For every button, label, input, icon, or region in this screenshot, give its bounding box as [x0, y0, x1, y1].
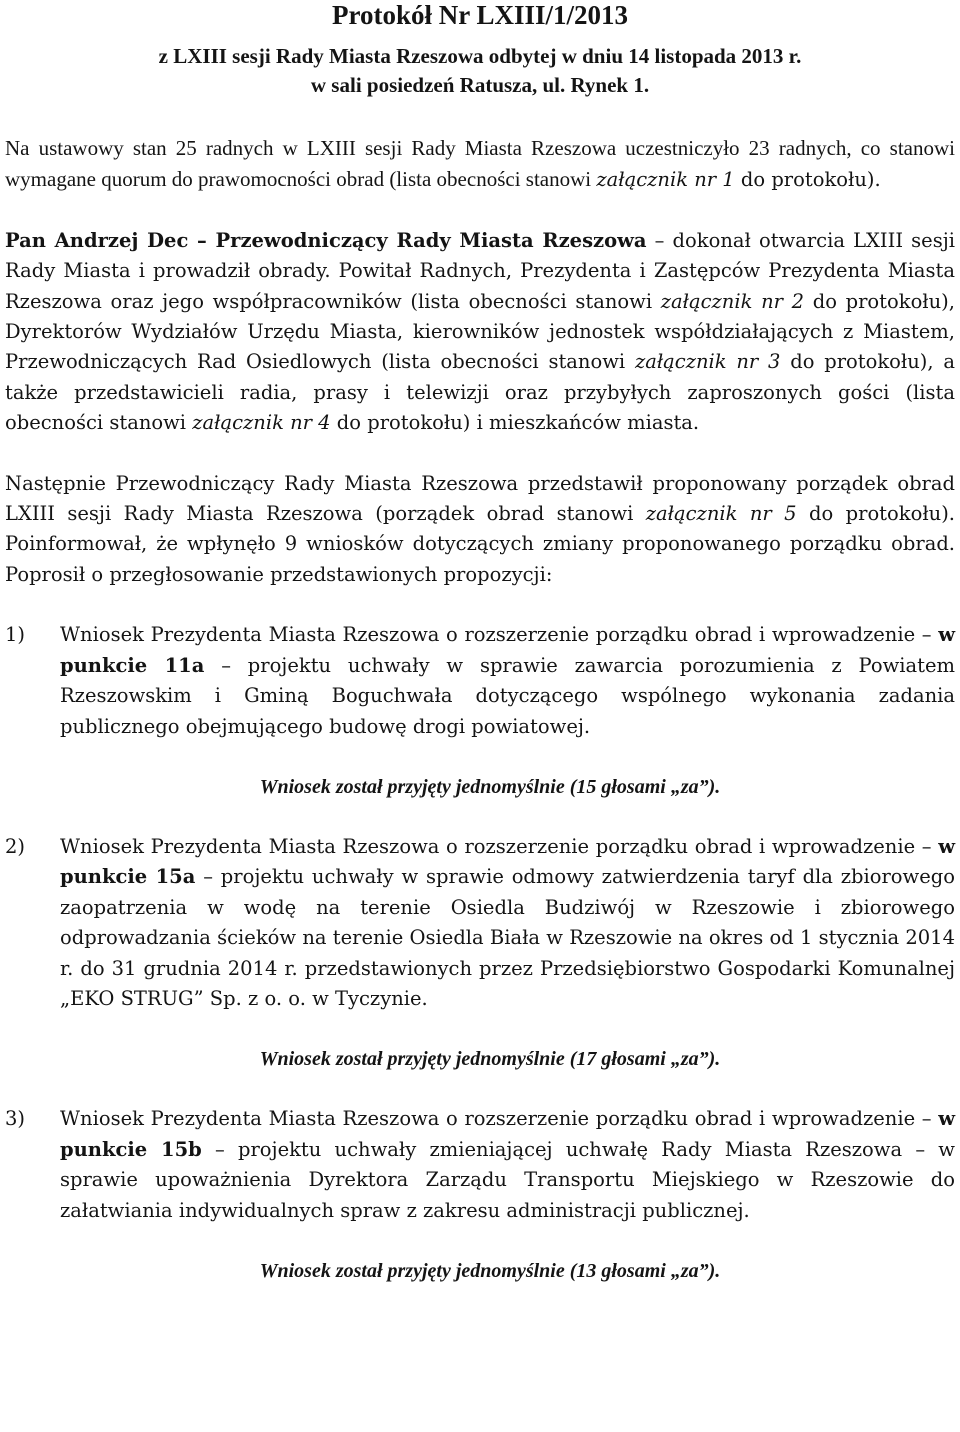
attachment-ref-2: załącznik nr 2 [660, 289, 805, 313]
motion-text-part: – projektu uchwały w sprawie odmowy zatwierdzenia taryf dla zbiorowego zaopatrzenia w wodę na terenie Osiedla Budziwój w Rzeszowie i zbiorowego odprowadzania ścieków na terenie Osiedla Biała w Rzeszowie na okres od 1 stycznia 2014 r. do 31 grudnia 2014 r. przedstawionych przez Przedsiębiorstwo Gospodarki Komunalnej „EKO STRUG” Sp. z o. o. w Tyczynie. [60, 865, 955, 1010]
motion-number: 2) [5, 834, 26, 858]
agenda-text-1: Następnie Przewodniczący Rady Miasta Rzeszowa przedstawił proponowany porządek obrad LXIII sesji Rady Miasta Rzeszowa (porządek obrad stanowi [5, 471, 955, 526]
motion-text-part: Wniosek Prezydenta Miasta Rzeszowa o rozszerzenie porządku obrad i wprowadzenie – [60, 623, 939, 647]
attachment-ref-1: załącznik nr 1 [596, 168, 735, 192]
motion-text [60, 620, 955, 742]
chairman-name: Pan Andrzej Dec – Przewodniczący Rady Miasta Rzeszowa [5, 228, 647, 252]
motion-point: w punkcie 11a [60, 623, 955, 677]
motion-text-part: – projektu uchwały w sprawie zawarcia porozumienia z Powiatem Rzeszowskim i Gminą Boguchwała dotyczącego wspólnego wykonania zadania publicznego obejmującego budowę drogi powiatowej. [60, 653, 956, 738]
opening-text-2: do protokołu), Dyrektorów Wydziałów Urzędu Miasta, kierowników jednostek współdziałających z Miastem, Przewodniczących Rad Osiedlowych (lista obecności stanowi [5, 289, 955, 374]
motion-item-1 [5, 620, 955, 742]
motion-text-part: Wniosek Prezydenta Miasta Rzeszowa o rozszerzenie porządku obrad i wprowadzenie – [60, 834, 939, 858]
opening-text-4: do protokołu) i mieszkańców miasta. [330, 411, 700, 435]
subtitle-line-2: w sali posiedzeń Ratusza, ul. Rynek 1. [310, 73, 650, 97]
attendance-paragraph [5, 133, 955, 196]
attendance-text-1: Na ustawowy stan 25 radnych w LXIII sesji Rady Miasta Rzeszowa uczestniczyło 23 radnych, co stanowi wymagane quorum do prawomocności obrad (lista obecności stanowi [5, 136, 955, 192]
motion-result-2: Wniosek został przyjęty jednomyślnie (17 głosami „za”). [259, 1048, 721, 1071]
motion-text [60, 832, 955, 1014]
agenda-text-2: do protokołu). Poinformował, że wpłynęło 9 wniosków dotyczących zmiany proponowanego porządku obrad. Poprosił o przegłosowanie przedstawionych propozycji: [5, 502, 956, 586]
motion-text-part: Wniosek Prezydenta Miasta Rzeszowa o rozszerzenie porządku obrad i wprowadzenie – [60, 1107, 939, 1131]
motion-result-3: Wniosek został przyjęty jednomyślnie (13 głosami „za”). [259, 1259, 721, 1282]
subtitle-line-1: z LXIII sesji Rady Miasta Rzeszowa odbytej w dniu 14 listopada 2013 r. [158, 44, 802, 68]
attachment-ref-4: załącznik nr 4 [192, 411, 331, 435]
motion-text-part: – projektu uchwały zmieniającej uchwałę Rady Miasta Rzeszowa – w sprawie upoważnienia Dyrektora Zarządu Transportu Miejskiego w Rzeszowie do załatwiania indywidualnych spraw z zakresu administracji publicznej. [60, 1137, 955, 1222]
opening-paragraph [5, 226, 955, 439]
attachment-ref-3: załącznik nr 3 [634, 350, 781, 374]
attachment-ref-5: załącznik nr 5 [645, 502, 797, 526]
motion-text [60, 1104, 955, 1226]
motion-item-3 [5, 1104, 955, 1226]
opening-text-3: do protokołu), a także przedstawicieli radia, prasy i telewizji oraz przybyłych zaproszonych gości (lista obecności stanowi [5, 350, 955, 435]
attendance-text-2: do protokołu). [734, 168, 881, 192]
motion-result-1: Wniosek został przyjęty jednomyślnie (15 głosami „za”). [259, 775, 721, 798]
document-subtitle [5, 42, 955, 100]
agenda-paragraph [5, 469, 955, 591]
opening-text-1: – dokonał otwarcia LXIII sesji Rady Miasta i prowadził obrady. Powitał Radnych, Prezydenta i Zastępców Prezydenta Miasta Rzeszowa oraz jego współpracowników (lista obecności stanowi [5, 228, 955, 313]
motion-item-2 [5, 832, 955, 1014]
motion-number: 3) [5, 1107, 26, 1131]
motion-point: w punkcie 15a [60, 834, 955, 889]
document-title: Protokół Nr LXIII/1/2013 [331, 0, 629, 30]
motion-number: 1) [5, 623, 26, 647]
motion-point: w punkcie 15b [60, 1107, 955, 1161]
